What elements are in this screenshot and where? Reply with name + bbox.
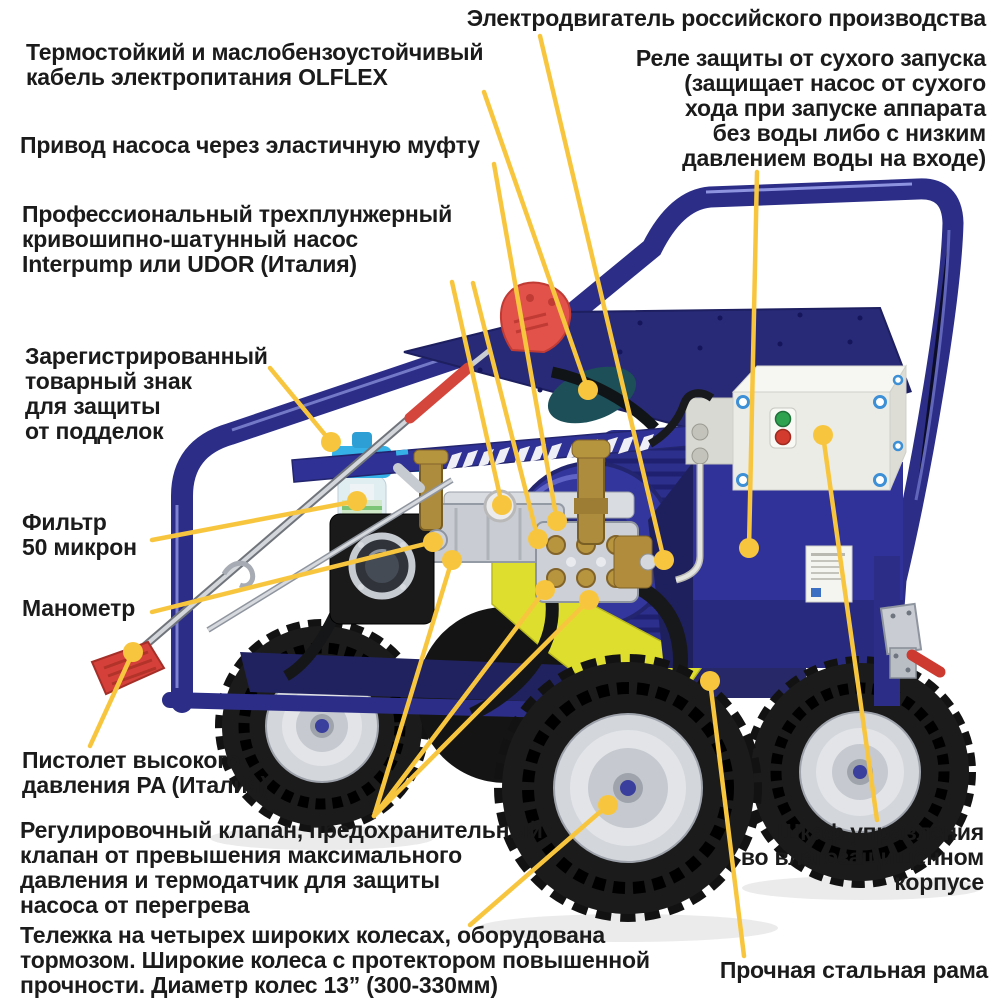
label-line: Реле защиты от сухого запуска <box>635 45 986 71</box>
label-line: давления и термодатчик для защиты <box>20 867 440 893</box>
label-spray-gun <box>22 748 268 798</box>
label-filter <box>22 510 137 560</box>
stop-button <box>776 430 791 445</box>
label-line: Тележка на четырех широких колесах, оборудована <box>20 922 606 948</box>
label-line: от подделок <box>25 418 164 444</box>
label-line: Фильтр <box>22 509 107 535</box>
label-line: Шкаф управления <box>777 819 984 845</box>
label-line: Привод насоса через эластичную муфту <box>20 132 480 158</box>
label-line: Пистолет высокого <box>22 747 241 773</box>
label-line: товарный знак <box>25 368 192 394</box>
label-line: хода при запуске аппарата <box>685 95 986 121</box>
label-trolley <box>20 923 650 998</box>
cable-gland <box>692 448 708 464</box>
label-line: Электродвигатель российского производства <box>466 5 986 31</box>
label-line: давления PA (Италия) <box>22 772 269 798</box>
label-line: насоса от перегрева <box>20 892 250 918</box>
label-line: Прочная стальная рама <box>719 957 988 983</box>
body-panel <box>648 462 903 668</box>
cable-gland <box>692 424 708 440</box>
regulator-valve <box>572 440 610 544</box>
label-dry-run-relay <box>636 46 986 171</box>
label-line: без воды либо с низким <box>712 120 986 146</box>
label-line: Манометр <box>22 595 136 621</box>
label-line: клапан от превышения максимального <box>20 842 462 868</box>
label-line: давлением воды на входе) <box>682 145 986 171</box>
label-control-cabinet <box>741 820 984 895</box>
label-line: (защищает насос от сухого <box>684 70 986 96</box>
label-trademark <box>25 344 268 444</box>
label-olflex-cable <box>26 40 483 90</box>
label-line: 50 микрон <box>22 534 137 560</box>
label-steel-frame <box>720 958 988 983</box>
label-line: Зарегистрированный <box>25 343 268 369</box>
label-valves <box>20 818 543 918</box>
power-plug-bracket <box>501 282 570 352</box>
label-line: Interpump или UDOR (Италия) <box>22 251 357 277</box>
label-pump <box>22 202 452 277</box>
label-line: Термостойкий и маслобензоустойчивый <box>26 39 484 65</box>
label-line: тормозом. Широкие колеса с протектором повышенной <box>20 947 650 973</box>
label-line: прочности. Диаметр колес 13” (300-330мм) <box>20 972 498 998</box>
callout-pump-a <box>452 282 502 505</box>
label-line: кривошипно-шатунный насос <box>22 226 358 252</box>
label-line: кабель электропитания OLFLEX <box>26 64 388 90</box>
label-line: Регулировочный клапан, предохранительный <box>20 817 543 843</box>
label-electric-motor <box>467 6 986 31</box>
label-line: во влагозащищенном <box>740 844 984 870</box>
label-line: корпусе <box>894 869 984 895</box>
label-elastic-coupling <box>20 133 480 158</box>
label-line: Профессиональный трехплунжерный <box>22 201 453 227</box>
label-line: для защиты <box>25 393 161 419</box>
start-button <box>776 412 791 427</box>
label-manometer <box>22 596 135 621</box>
start-stop-buttons <box>770 408 796 448</box>
